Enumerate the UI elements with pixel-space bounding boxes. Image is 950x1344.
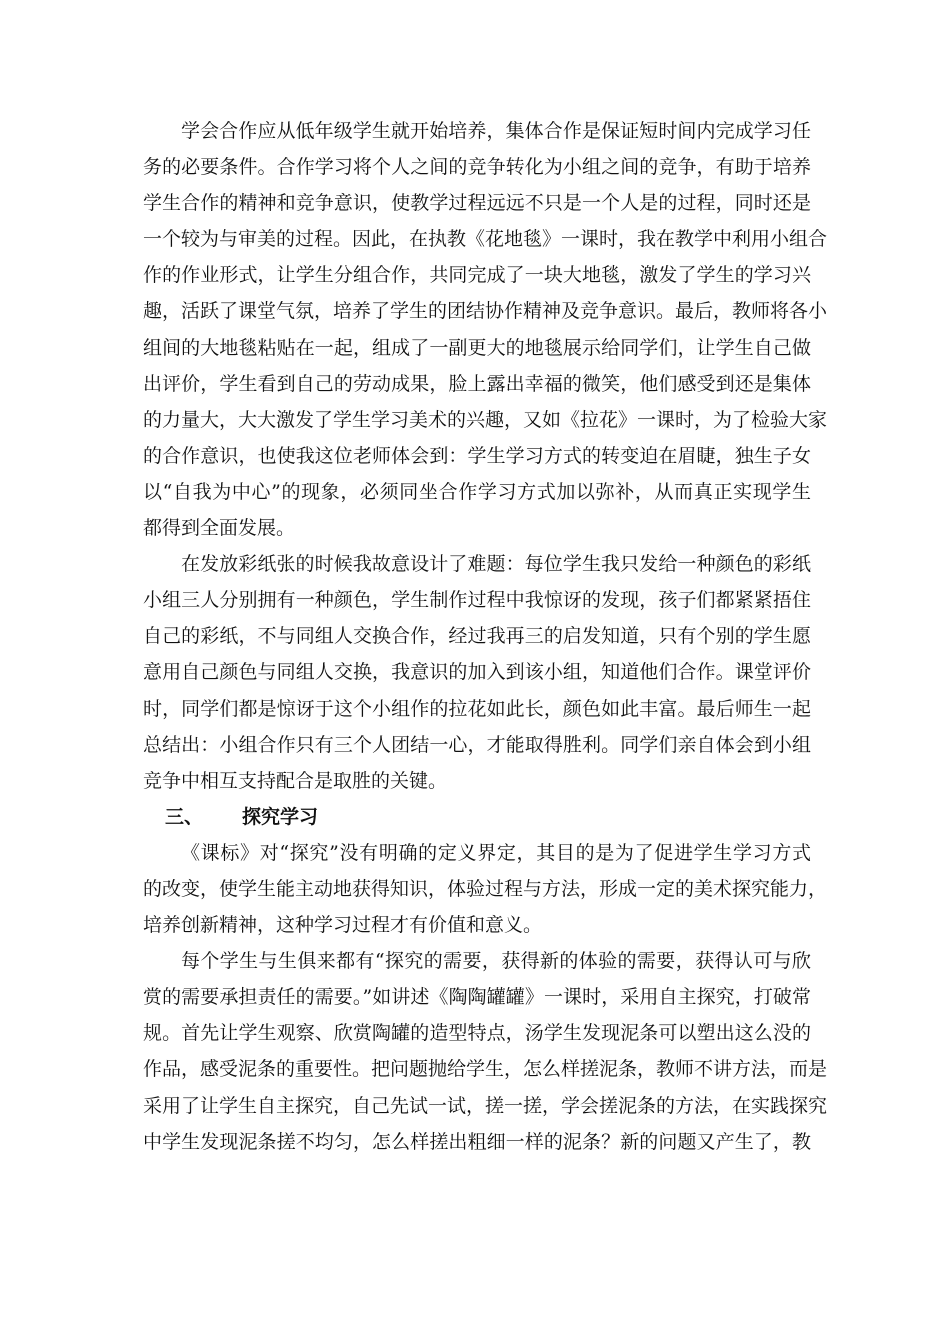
paragraph-line: 学生合作的精神和竞争意识，使教学过程远远不只是一个人是的过程，同时还是 <box>143 192 811 215</box>
document-body <box>143 113 828 1160</box>
paragraph-line: 时，同学们都是惊讶于这个小组作的拉花如此长，颜色如此丰富。最后师生一起 <box>143 697 811 720</box>
paragraph-line: 作品，感受泥条的重要性。把问题抛给学生，怎么样搓泥条，教师不讲方法，而是 <box>143 1058 828 1081</box>
paragraph-line: 务的必要条件。合作学习将个人之间的竞争转化为小组之间的竞争，有助于培养 <box>143 156 811 179</box>
paragraph-line: 每个学生与生俱来都有“探究的需要，获得新的体验的需要，获得认可与欣 <box>181 950 811 973</box>
section-title: 探究学习 <box>242 805 319 828</box>
paragraph-line: 的改变，使学生能主动地获得知识，体验过程与方法，形成一定的美术探究能力， <box>143 877 828 900</box>
paragraph-line: 出评价，学生看到自己的劳动成果，脸上露出幸福的微笑，他们感受到还是集体 <box>143 372 811 395</box>
paragraph-line: 都得到全面发展。 <box>143 517 296 540</box>
paragraph-line: 小组三人分别拥有一种颜色，学生制作过程中我惊讶的发现，孩子们都紧紧捂住 <box>143 589 811 612</box>
paragraph-line: 组间的大地毯粘贴在一起，组成了一副更大的地毯展示给同学们，让学生自己做 <box>143 336 811 359</box>
paragraph-line: 竞争中相互支持配合是取胜的关键。 <box>143 769 448 792</box>
section-number: 三、 <box>165 805 204 828</box>
paragraph-line: 中学生发现泥条搓不均匀，怎么样搓出粗细一样的泥条？新的问题又产生了，教 <box>143 1130 811 1153</box>
paragraph-line: 的合作意识，也使我这位老师体会到：学生学习方式的转变迫在眉睫，独生子女 <box>143 444 811 467</box>
paragraph-line: 以“自我为中心”的现象，必须同坐合作学习方式加以弥补，从而真正实现学生 <box>143 480 811 503</box>
paragraph-line: 的力量大，大大激发了学生学习美术的兴趣，又如《拉花》一课时，为了检验大家 <box>143 408 828 431</box>
paragraph-line: 作的作业形式，让学生分组合作，共同完成了一块大地毯，激发了学生的学习兴 <box>143 264 811 287</box>
section-heading <box>143 799 811 835</box>
paragraph-line: 总结出：小组合作只有三个人团结一心，才能取得胜利。同学们亲自体会到小组 <box>143 733 811 756</box>
paragraph-line: 规。首先让学生观察、欣赏陶罐的造型特点，汤学生发现泥条可以塑出这么没的 <box>143 1022 811 1045</box>
paragraph-line: 在发放彩纸张的时候我故意设计了难题：每位学生我只发给一种颜色的彩纸 <box>181 553 811 576</box>
paragraph-line: 趣，活跃了课堂气氛，培养了学生的团结协作精神及竞争意识。最后，教师将各小 <box>143 300 828 323</box>
paragraph-line: 自己的彩纸，不与同组人交换合作，经过我再三的启发知道，只有个别的学生愿 <box>143 625 811 648</box>
paragraph-line: 《课标》对“探究”没有明确的定义界定，其目的是为了促进学生学习方式 <box>181 841 811 864</box>
paragraph-line: 采用了让学生自主探究，自己先试一试，搓一搓，学会搓泥条的方法，在实践探究 <box>143 1094 828 1117</box>
paragraph-line: 意用自己颜色与同组人交换，我意识的加入到该小组，知道他们合作。课堂评价 <box>143 661 811 684</box>
paragraph-line: 一个较为与审美的过程。因此，在执教《花地毯》一课时，我在教学中利用小组合 <box>143 228 828 251</box>
paragraph-line: 学会合作应从低年级学生就开始培养，集体合作是保证短时间内完成学习任 <box>181 120 811 142</box>
paragraph-line: 培养创新精神，这种学习过程才有价值和意义。 <box>143 914 543 937</box>
paragraph-line: 赏的需要承担责任的需要。”如讲述《陶陶罐罐》一课时，采用自主探究，打破常 <box>143 986 811 1009</box>
